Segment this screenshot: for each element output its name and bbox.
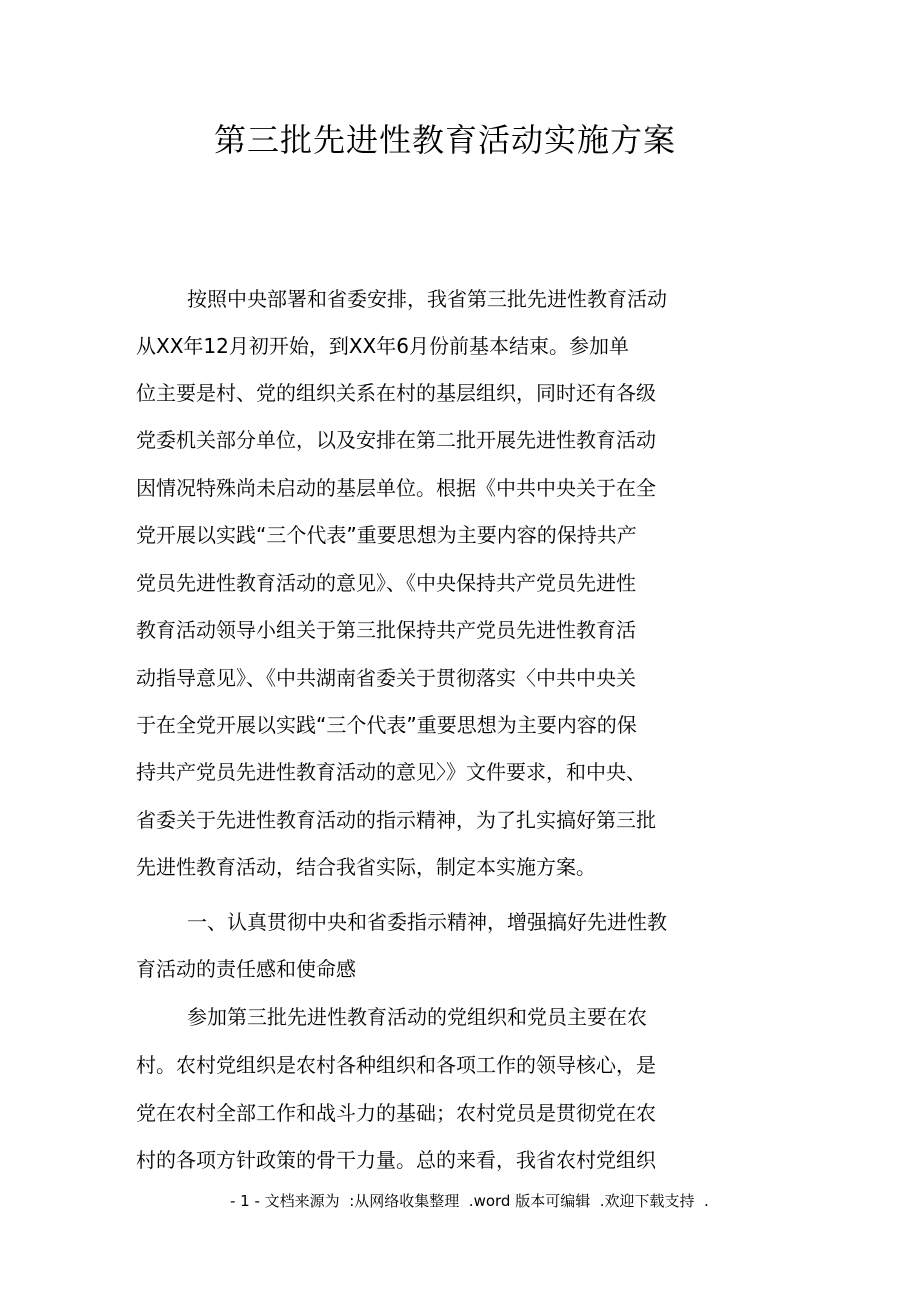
paragraph-2-line-3: 党在农村全部工作和战斗力的基础；农村党员是贯彻党在农 [136,1101,656,1125]
paragraph-1-line-8: 教育活动领导小组关于第三批保持共产党员先进性教育活 [136,618,636,642]
paragraph-1-line-9: 动指导意见》、《中共湖南省委关于贯彻落实〈中共中央关 [136,666,636,690]
paragraph-1-line-2: 从XX年12月初开始，到XX年6月份前基本结束。参加单 [136,334,629,358]
paragraph-1-line-5: 因情况特殊尚未启动的基层单位。根据《中共中央关于在全 [136,476,656,500]
paragraph-1-line-1: 按照中央部署和省委安排，我省第三批先进性教育活动 [187,287,667,311]
paragraph-1-line-10: 于在全党开展以实践“三个代表”重要思想为主要内容的保 [136,713,637,737]
section-heading-line-2: 育活动的责任感和使命感 [136,957,356,981]
paragraph-1-line-4: 党委机关部分单位，以及安排在第二批开展先进性教育活动 [136,428,656,452]
paragraph-1-line-11: 持共产党员先进性教育活动的意见〉》文件要求，和中央、 [136,760,646,784]
paragraph-1-line-6: 党开展以实践“三个代表”重要思想为主要内容的保持共产 [136,523,637,547]
section-heading-line-1: 一、认真贯彻中央和省委指示精神，增强搞好先进性教 [187,910,667,934]
page-footer: - 1 - 文档来源为 :从网络收集整理 .word 版本可编辑 .欢迎下载支持 . [230,1192,709,1210]
paragraph-1-line-3: 位主要是村、党的组织关系在村的基层组织，同时还有各级 [136,381,656,405]
paragraph-1-line-7: 党员先进性教育活动的意见》、《中央保持共产党员先进性 [136,571,636,595]
paragraph-2-line-1: 参加第三批先进性教育活动的党组织和党员主要在农 [187,1005,647,1029]
paragraph-2-line-2: 村。农村党组织是农村各种组织和各项工作的领导核心，是 [136,1053,656,1077]
paragraph-1-line-13: 先进性教育活动，结合我省实际，制定本实施方案。 [136,855,596,879]
document-title: 第三批先进性教育活动实施方案 [213,121,676,159]
paragraph-2-line-4: 村的各项方针政策的骨干力量。总的来看，我省农村党组织 [136,1148,656,1172]
paragraph-1-line-12: 省委关于先进性教育活动的指示精神，为了扎实搞好第三批 [136,808,656,832]
